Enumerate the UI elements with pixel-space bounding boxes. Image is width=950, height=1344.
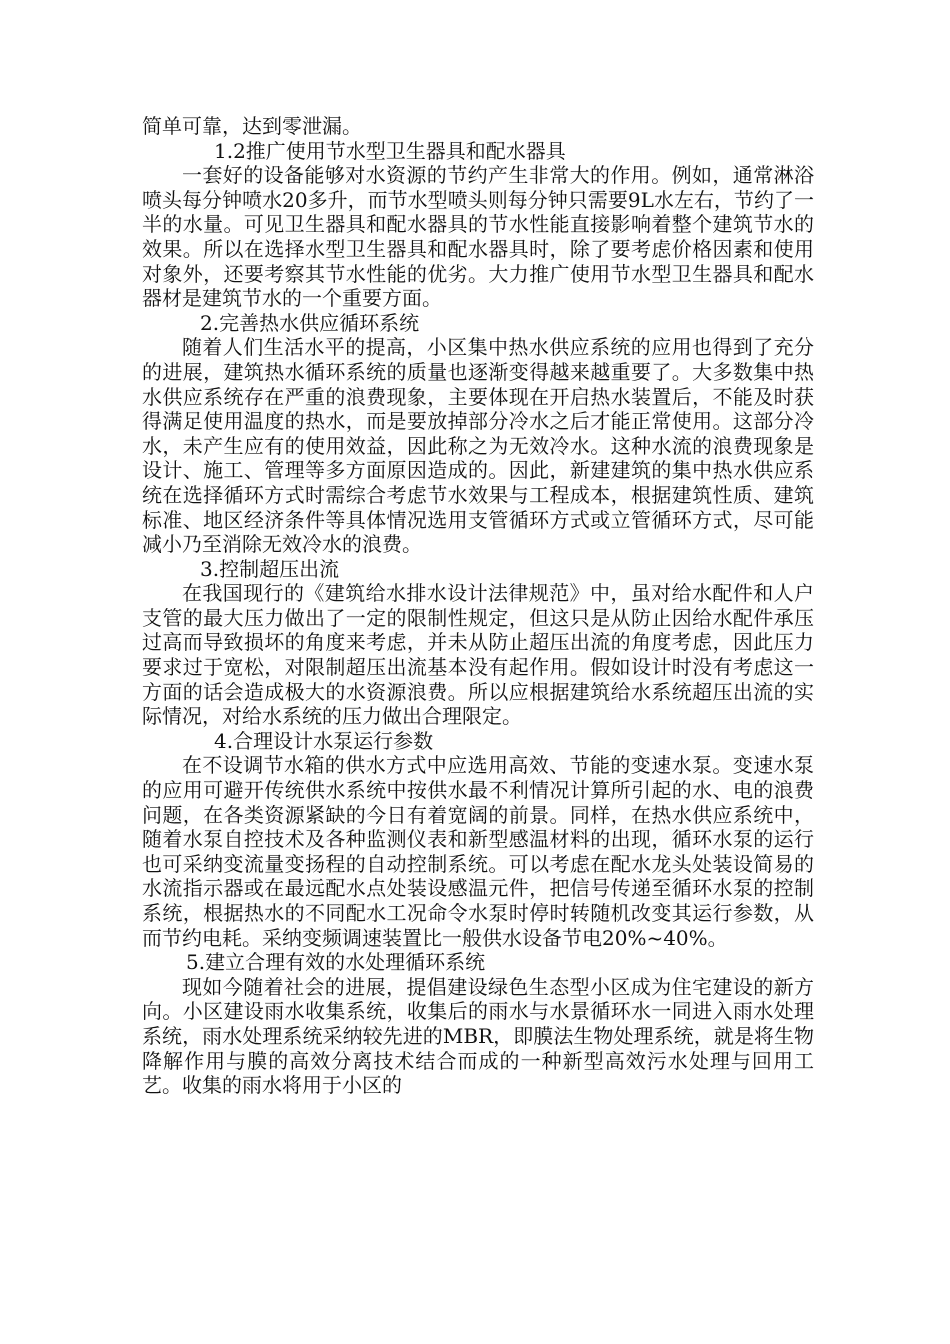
section-4-heading: 4.合理设计水泵运行参数 bbox=[214, 728, 434, 753]
section-4-body: 在不设调节水箱的供水方式中应选用高效、节能的变速水泵。变速水泵的应用可避开传统供水系统中按供水最不利情况计算所引起的水、电的浪费问题，在各类资源紧缺的今日有着宽阔的前景。同样，在热水供应系统中，随着水泵自控技术及各种监测仪表和新型感温材料的出现，循环水泵的运行也可采纳变流量变扬程的自动控制系统。可以考虑在配水龙头处装设简易的水流指示器或在最远配水点处装设感温元件，把信号传递至循环水泵的控制系统，根据热水的不同配水工况命令水泵时停时转随机改变其运行参数，从而节约电耗。采纳变频调速装置比一般供水设备节电20%~40%。 bbox=[142, 753, 814, 950]
section-3-body: 在我国现行的《建筑给水排水设计法律规范》中，虽对给水配件和人户支管的最大压力做出了一定的限制性规定，但这只是从防止因给水配件承压过高而导致损坏的角度来考虑，并未从防止超压出流的角度考虑，因此压力要求过于宽松，对限制超压出流基本没有起作用。假如设计时没有考虑这一方面的话会造成极大的水资源浪费。所以应根据建筑给水系统超压出流的实际情况，对给水系统的压力做出合理限定。 bbox=[142, 581, 814, 729]
section-5-heading: 5.建立合理有效的水处理循环系统 bbox=[186, 950, 486, 975]
section-2-body: 随着人们生活水平的提高，小区集中热水供应系统的应用也得到了充分的进展，建筑热水循环系统的质量也逐渐变得越来越重要了。大多数集中热水供应系统存在严重的浪费现象，主要体现在开启热水装置后，不能及时获得满足使用温度的热水，而是要放掉部分冷水之后才能正常使用。这部分冷水，未产生应有的使用效益，因此称之为无效冷水。这种水流的浪费现象是设计、施工、管理等多方面原因造成的。因此，新建建筑的集中热水供应系统在选择循环方式时需综合考虑节水效果与工程成本，根据建筑性质、建筑标准、地区经济条件等具体情况选用支管循环方式或立管循环方式，尽可能减小乃至消除无效冷水的浪费。 bbox=[142, 335, 814, 557]
section-5-body: 现如今随着社会的进展，提倡建设绿色生态型小区成为住宅建设的新方向。小区建设雨水收集系统，收集后的雨水与水景循环水一同进入雨水处理系统，雨水处理系统采纳较先进的MBR，即膜法生物处理系统，就是将生物降解作用与膜的高效分离技术结合而成的一种新型高效污水处理与回用工艺。收集的雨水将用于小区的 bbox=[142, 974, 814, 1098]
intro-fragment: 简单可靠，达到零泄漏。 bbox=[142, 114, 362, 138]
section-1-2-body: 一套好的设备能够对水资源的节约产生非常大的作用。例如，通常淋浴喷头每分钟喷水20多升，而节水型喷头则每分钟只需要9L水左右，节约了一半的水量。可见卫生器具和配水器具的节水性能直接影响着整个建筑节水的效果。所以在选择水型卫生器具和配水器具时，除了要考虑价格因素和使用对象外，还要考察其节水性能的优劣。大力推广使用节水型卫生器具和配水器材是建筑节水的一个重要方面。 bbox=[142, 163, 814, 311]
section-3-heading: 3.控制超压出流 bbox=[200, 556, 340, 581]
section-2-heading: 2.完善热水供应循环系统 bbox=[200, 310, 420, 335]
section-1-2-heading: 1.2推广使用节水型卫生器具和配水器具 bbox=[214, 138, 566, 163]
document-page bbox=[142, 114, 814, 1098]
